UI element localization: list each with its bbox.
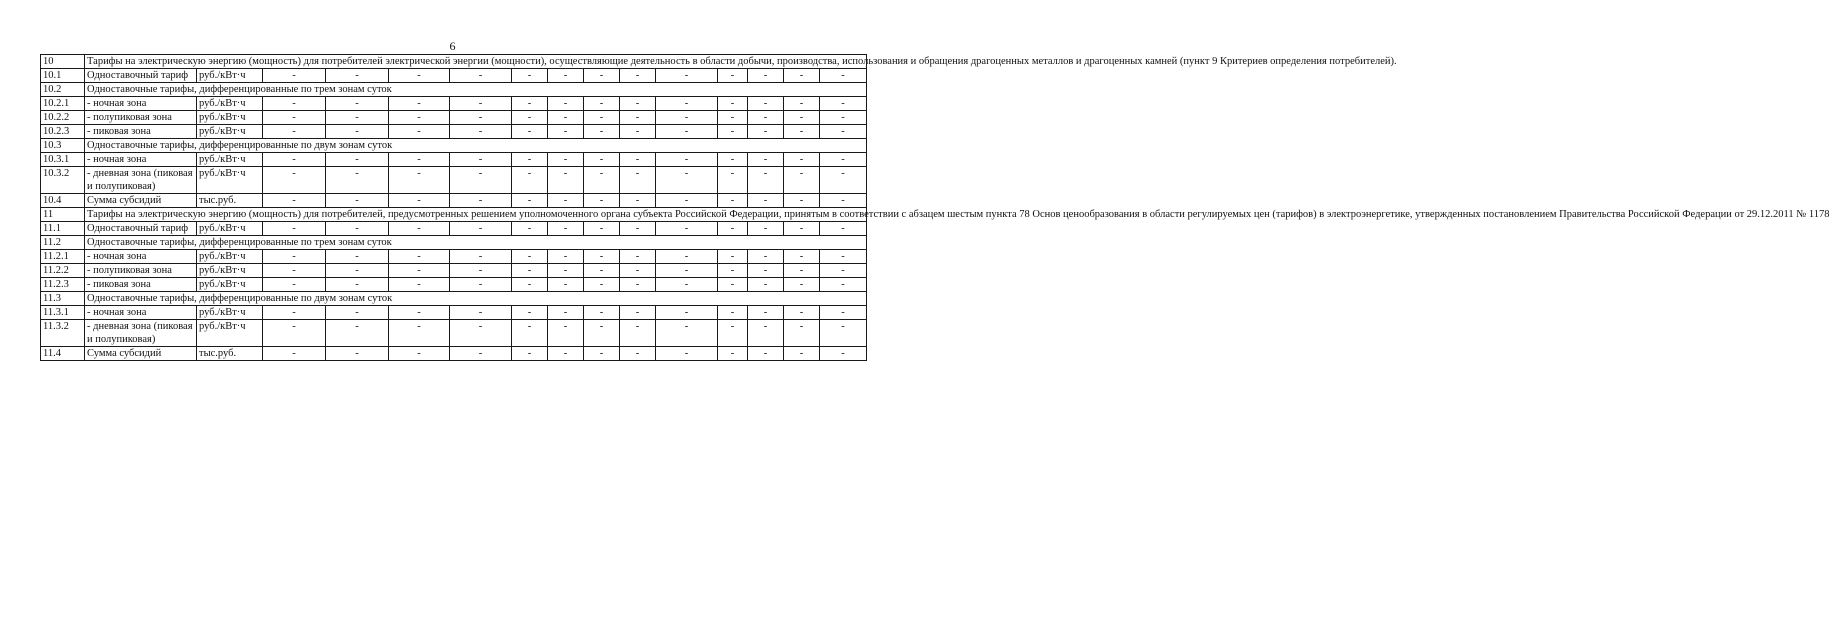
value-cell: - (389, 222, 450, 236)
value-cell: - (389, 125, 450, 139)
value-cell: - (326, 167, 389, 194)
value-cell: - (548, 306, 584, 320)
value-cell: - (748, 111, 784, 125)
value-cell: - (450, 69, 512, 83)
value-cell: - (784, 320, 820, 347)
section-number: 10 (41, 55, 85, 69)
value-cell: - (584, 222, 620, 236)
value-cell: - (326, 306, 389, 320)
value-cell: - (820, 278, 867, 292)
row-number: 10.1 (41, 69, 85, 83)
unit-cell: руб./кВт·ч (197, 125, 263, 139)
value-cell: - (620, 320, 656, 347)
value-cell: - (450, 125, 512, 139)
row-number: 10.4 (41, 194, 85, 208)
value-cell: - (548, 250, 584, 264)
table-row (41, 194, 867, 208)
group-row (41, 83, 867, 97)
group-label: Одноставочные тарифы, дифференцированные по трем зонам суток (85, 236, 867, 250)
value-cell: - (450, 111, 512, 125)
row-label: - пиковая зона (85, 278, 197, 292)
row-number: 11.2.2 (41, 264, 85, 278)
table-row (41, 222, 867, 236)
value-cell: - (584, 69, 620, 83)
value-cell: - (263, 320, 326, 347)
value-cell: - (718, 125, 748, 139)
value-cell: - (450, 222, 512, 236)
value-cell: - (548, 194, 584, 208)
value-cell: - (450, 167, 512, 194)
value-cell: - (748, 264, 784, 278)
value-cell: - (820, 306, 867, 320)
value-cell: - (784, 125, 820, 139)
value-cell: - (820, 250, 867, 264)
unit-cell: руб./кВт·ч (197, 167, 263, 194)
value-cell: - (512, 153, 548, 167)
group-label: Одноставочные тарифы, дифференцированные по двум зонам суток (85, 139, 867, 153)
row-number: 10.2.2 (41, 111, 85, 125)
value-cell: - (620, 250, 656, 264)
value-cell: - (656, 97, 718, 111)
value-cell: - (548, 278, 584, 292)
table-row (41, 69, 867, 83)
value-cell: - (263, 250, 326, 264)
table-row (41, 264, 867, 278)
value-cell: - (389, 347, 450, 361)
value-cell: - (389, 278, 450, 292)
value-cell: - (512, 320, 548, 347)
row-number: 10.3 (41, 139, 85, 153)
value-cell: - (620, 69, 656, 83)
value-cell: - (584, 125, 620, 139)
group-row (41, 139, 867, 153)
value-cell: - (263, 125, 326, 139)
value-cell: - (263, 306, 326, 320)
row-label: Сумма субсидий (85, 347, 197, 361)
value-cell: - (748, 69, 784, 83)
value-cell: - (784, 264, 820, 278)
value-cell: - (718, 320, 748, 347)
value-cell: - (512, 278, 548, 292)
value-cell: - (820, 222, 867, 236)
value-cell: - (512, 125, 548, 139)
section-header-row (41, 55, 867, 69)
value-cell: - (389, 69, 450, 83)
value-cell: - (389, 167, 450, 194)
value-cell: - (450, 347, 512, 361)
value-cell: - (820, 97, 867, 111)
value-cell: - (584, 320, 620, 347)
row-label: - ночная зона (85, 97, 197, 111)
value-cell: - (584, 264, 620, 278)
value-cell: - (584, 347, 620, 361)
value-cell: - (748, 167, 784, 194)
group-row (41, 292, 867, 306)
row-number: 10.3.2 (41, 167, 85, 194)
value-cell: - (784, 278, 820, 292)
value-cell: - (263, 222, 326, 236)
value-cell: - (450, 250, 512, 264)
unit-cell: тыс.руб. (197, 347, 263, 361)
value-cell: - (748, 306, 784, 320)
value-cell: - (326, 222, 389, 236)
unit-cell: руб./кВт·ч (197, 69, 263, 83)
row-label: - ночная зона (85, 153, 197, 167)
value-cell: - (656, 306, 718, 320)
value-cell: - (718, 222, 748, 236)
table-row (41, 111, 867, 125)
row-label: - дневная зона (пиковая и полупиковая) (85, 167, 197, 194)
value-cell: - (548, 320, 584, 347)
table-row (41, 167, 867, 194)
row-number: 11.3.1 (41, 306, 85, 320)
table-row (41, 306, 867, 320)
value-cell: - (748, 347, 784, 361)
value-cell: - (389, 153, 450, 167)
value-cell: - (718, 97, 748, 111)
value-cell: - (784, 250, 820, 264)
value-cell: - (718, 69, 748, 83)
value-cell: - (548, 222, 584, 236)
table-row (41, 320, 867, 347)
unit-cell: руб./кВт·ч (197, 222, 263, 236)
value-cell: - (784, 222, 820, 236)
value-cell: - (620, 278, 656, 292)
value-cell: - (820, 320, 867, 347)
value-cell: - (263, 278, 326, 292)
value-cell: - (389, 320, 450, 347)
row-label: Одноставочный тариф (85, 222, 197, 236)
unit-cell: руб./кВт·ч (197, 111, 263, 125)
value-cell: - (584, 167, 620, 194)
value-cell: - (450, 97, 512, 111)
value-cell: - (326, 194, 389, 208)
value-cell: - (450, 153, 512, 167)
value-cell: - (584, 97, 620, 111)
value-cell: - (656, 250, 718, 264)
value-cell: - (656, 278, 718, 292)
value-cell: - (326, 97, 389, 111)
value-cell: - (263, 347, 326, 361)
value-cell: - (718, 111, 748, 125)
value-cell: - (326, 111, 389, 125)
row-label: Одноставочный тариф (85, 69, 197, 83)
value-cell: - (512, 69, 548, 83)
row-number: 11.3.2 (41, 320, 85, 347)
value-cell: - (718, 250, 748, 264)
value-cell: - (512, 222, 548, 236)
row-number: 11.3 (41, 292, 85, 306)
row-number: 11.4 (41, 347, 85, 361)
row-number: 10.3.1 (41, 153, 85, 167)
value-cell: - (784, 153, 820, 167)
row-label: - полупиковая зона (85, 264, 197, 278)
value-cell: - (748, 250, 784, 264)
value-cell: - (620, 167, 656, 194)
unit-cell: руб./кВт·ч (197, 264, 263, 278)
value-cell: - (389, 194, 450, 208)
value-cell: - (656, 125, 718, 139)
value-cell: - (584, 278, 620, 292)
tariff-table-body (41, 55, 1830, 361)
value-cell: - (389, 250, 450, 264)
value-cell: - (656, 69, 718, 83)
value-cell: - (718, 306, 748, 320)
value-cell: - (450, 264, 512, 278)
table-row (41, 278, 867, 292)
page-number: 6 (449, 39, 456, 53)
tariff-table (40, 54, 1830, 361)
section-header-row (41, 208, 867, 222)
value-cell: - (656, 264, 718, 278)
value-cell: - (512, 264, 548, 278)
value-cell: - (263, 264, 326, 278)
group-label: Одноставочные тарифы, дифференцированные по двум зонам суток (85, 292, 867, 306)
value-cell: - (718, 194, 748, 208)
section-number: 11 (41, 208, 85, 222)
value-cell: - (620, 306, 656, 320)
value-cell: - (512, 111, 548, 125)
value-cell: - (620, 264, 656, 278)
value-cell: - (748, 125, 784, 139)
value-cell: - (450, 320, 512, 347)
value-cell: - (784, 111, 820, 125)
value-cell: - (784, 167, 820, 194)
value-cell: - (584, 194, 620, 208)
value-cell: - (548, 97, 584, 111)
value-cell: - (326, 320, 389, 347)
row-label: - полупиковая зона (85, 111, 197, 125)
value-cell: - (620, 347, 656, 361)
row-number: 10.2.1 (41, 97, 85, 111)
value-cell: - (820, 167, 867, 194)
value-cell: - (326, 278, 389, 292)
value-cell: - (263, 69, 326, 83)
value-cell: - (263, 153, 326, 167)
row-number: 11.1 (41, 222, 85, 236)
value-cell: - (820, 194, 867, 208)
value-cell: - (584, 153, 620, 167)
value-cell: - (620, 111, 656, 125)
row-label: - ночная зона (85, 250, 197, 264)
value-cell: - (620, 97, 656, 111)
row-number: 11.2.1 (41, 250, 85, 264)
unit-cell: руб./кВт·ч (197, 97, 263, 111)
value-cell: - (326, 125, 389, 139)
value-cell: - (656, 347, 718, 361)
unit-cell: руб./кВт·ч (197, 306, 263, 320)
value-cell: - (656, 167, 718, 194)
group-row (41, 236, 867, 250)
value-cell: - (748, 153, 784, 167)
value-cell: - (512, 167, 548, 194)
value-cell: - (548, 167, 584, 194)
row-label: - ночная зона (85, 306, 197, 320)
value-cell: - (512, 194, 548, 208)
value-cell: - (326, 153, 389, 167)
value-cell: - (450, 194, 512, 208)
row-number: 11.2 (41, 236, 85, 250)
value-cell: - (784, 194, 820, 208)
row-number: 11.2.3 (41, 278, 85, 292)
value-cell: - (784, 347, 820, 361)
table-row (41, 125, 867, 139)
value-cell: - (718, 264, 748, 278)
value-cell: - (784, 306, 820, 320)
value-cell: - (748, 320, 784, 347)
section-title: Тарифы на электрическую энергию (мощность) для потребителей электрической энергии (мощности), осуществляющие деятельность в области добычи, производства, использования и обращения драгоценных металлов и драгоценных камней (пункт 9 Критериев определения потребителей). (85, 55, 867, 69)
value-cell: - (263, 111, 326, 125)
value-cell: - (820, 347, 867, 361)
value-cell: - (748, 194, 784, 208)
value-cell: - (656, 153, 718, 167)
value-cell: - (820, 153, 867, 167)
value-cell: - (820, 111, 867, 125)
unit-cell: руб./кВт·ч (197, 250, 263, 264)
value-cell: - (620, 194, 656, 208)
value-cell: - (512, 250, 548, 264)
value-cell: - (548, 69, 584, 83)
row-label: - дневная зона (пиковая и полупиковая) (85, 320, 197, 347)
value-cell: - (263, 97, 326, 111)
value-cell: - (548, 153, 584, 167)
unit-cell: руб./кВт·ч (197, 278, 263, 292)
value-cell: - (656, 111, 718, 125)
value-cell: - (263, 194, 326, 208)
value-cell: - (748, 97, 784, 111)
value-cell: - (784, 97, 820, 111)
value-cell: - (548, 264, 584, 278)
value-cell: - (263, 167, 326, 194)
value-cell: - (450, 306, 512, 320)
section-title: Тарифы на электрическую энергию (мощность) для потребителей, предусмотренных решением уполномоченного органа субъекта Российской Федерации, принятым в соответствии с абзацем шестым пункта 78 Основ ценообразования в области регулируемых цен (тарифов) в электроэнергетике, утвержденных постановлением Правительства Российской Федерации от 29.12.2011 № 1178 (85, 208, 867, 222)
table-row (41, 153, 867, 167)
value-cell: - (820, 69, 867, 83)
value-cell: - (656, 194, 718, 208)
unit-cell: тыс.руб. (197, 194, 263, 208)
row-number: 10.2.3 (41, 125, 85, 139)
value-cell: - (584, 306, 620, 320)
value-cell: - (512, 347, 548, 361)
value-cell: - (584, 250, 620, 264)
value-cell: - (512, 97, 548, 111)
value-cell: - (784, 69, 820, 83)
row-number: 10.2 (41, 83, 85, 97)
value-cell: - (326, 69, 389, 83)
table-row (41, 97, 867, 111)
value-cell: - (656, 222, 718, 236)
value-cell: - (548, 111, 584, 125)
value-cell: - (584, 111, 620, 125)
value-cell: - (326, 250, 389, 264)
value-cell: - (389, 111, 450, 125)
value-cell: - (748, 222, 784, 236)
value-cell: - (389, 264, 450, 278)
value-cell: - (548, 347, 584, 361)
value-cell: - (718, 278, 748, 292)
value-cell: - (620, 125, 656, 139)
table-row (41, 347, 867, 361)
value-cell: - (326, 264, 389, 278)
value-cell: - (820, 264, 867, 278)
value-cell: - (512, 306, 548, 320)
row-label: Сумма субсидий (85, 194, 197, 208)
value-cell: - (548, 125, 584, 139)
value-cell: - (326, 347, 389, 361)
unit-cell: руб./кВт·ч (197, 153, 263, 167)
value-cell: - (620, 222, 656, 236)
value-cell: - (389, 97, 450, 111)
value-cell: - (656, 320, 718, 347)
value-cell: - (718, 347, 748, 361)
value-cell: - (820, 125, 867, 139)
unit-cell: руб./кВт·ч (197, 320, 263, 347)
row-label: - пиковая зона (85, 125, 197, 139)
table-row (41, 250, 867, 264)
value-cell: - (718, 167, 748, 194)
value-cell: - (718, 153, 748, 167)
value-cell: - (620, 153, 656, 167)
group-label: Одноставочные тарифы, дифференцированные по трем зонам суток (85, 83, 867, 97)
value-cell: - (389, 306, 450, 320)
value-cell: - (450, 278, 512, 292)
value-cell: - (748, 278, 784, 292)
